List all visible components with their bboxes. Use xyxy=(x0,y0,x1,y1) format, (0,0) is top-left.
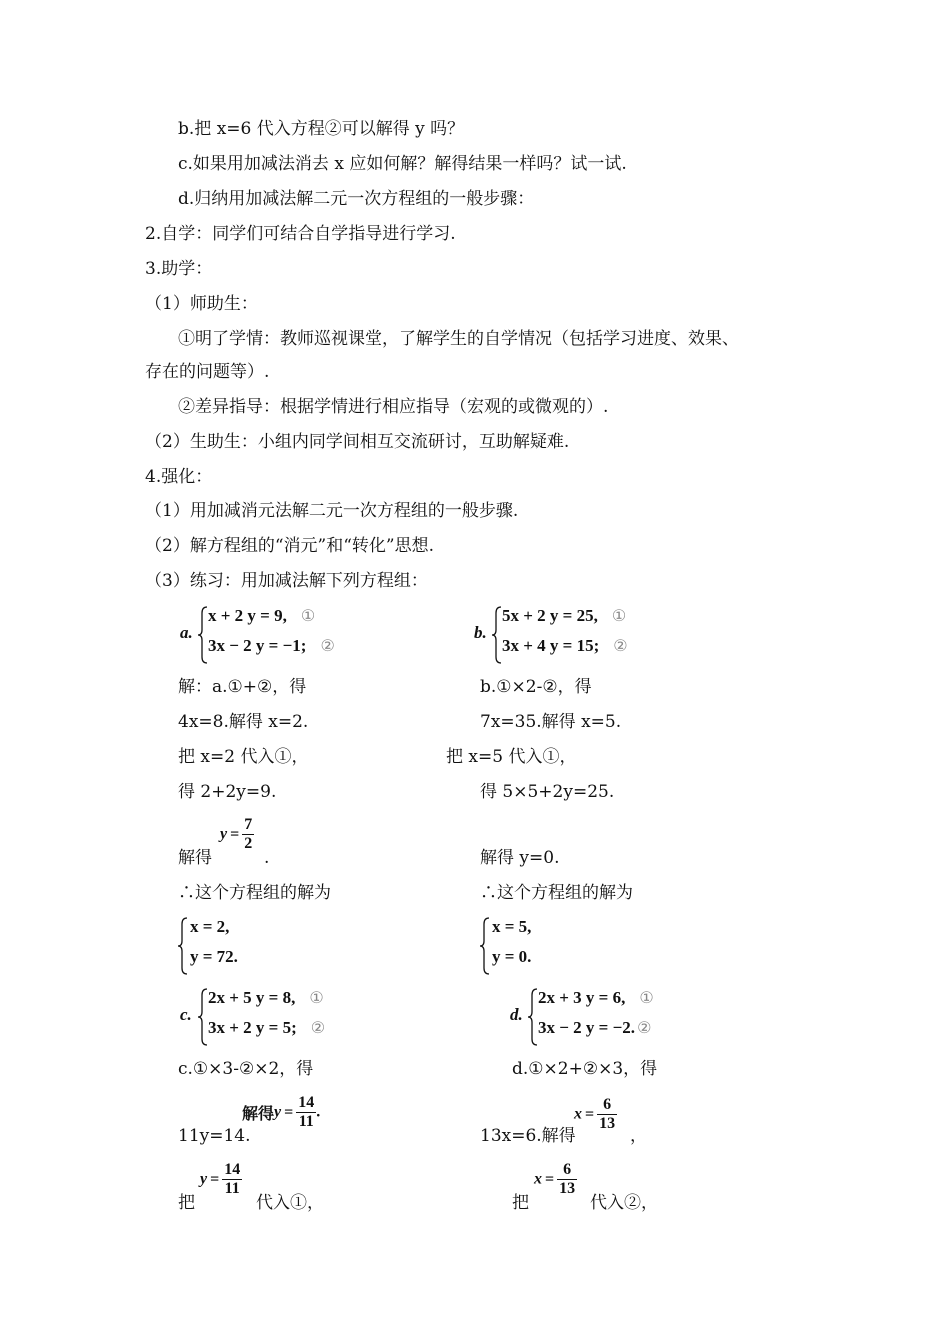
section-3: 3.助学： xyxy=(145,259,213,279)
system-a-label: a. xyxy=(180,623,193,642)
sol-c-line3-pre: 把 xyxy=(178,1193,195,1213)
sol-c-line3-fraction: y = $\frac{14}{11}$ xyxy=(200,1161,241,1197)
section-4-2: （2）解方程组的“消元”和“转化”思想. xyxy=(145,536,434,556)
system-b-eq1: 5x + 2 y = 25, ① xyxy=(502,606,627,625)
system-a-eq2: 3x − 2 y = −1; ② xyxy=(208,636,335,655)
sol-b-answer xyxy=(480,915,600,977)
system-d-eq1: 2x + 3 y = 6, ① xyxy=(538,988,654,1007)
sol-c-fraction-label: 解得 xyxy=(242,1106,275,1123)
sol-b-line6: ∴这个方程组的解为 xyxy=(480,883,633,903)
marker-1: ① xyxy=(300,608,316,625)
system-c xyxy=(180,986,370,1048)
sol-b-answer-y: y = 0. xyxy=(492,947,532,966)
sol-b-answer-x: x = 5, xyxy=(492,917,532,936)
sol-a-line4: 得 2+2y=9. xyxy=(178,782,277,802)
section-2: 2.自学：同学们可结合自学指导进行学习. xyxy=(145,224,456,244)
section-4-3: （3）练习：用加减法解下列方程组： xyxy=(145,571,428,591)
system-a xyxy=(180,604,370,666)
sol-b-line3: 把 x=5 代入①， xyxy=(446,747,577,767)
marker-1: ① xyxy=(309,990,324,1007)
brace-icon xyxy=(480,917,490,975)
section-3-1-a-cont: 存在的问题等）. xyxy=(145,362,270,382)
brace-icon xyxy=(528,988,538,1046)
section-4-1: （1）用加减消元法解二元一次方程组的一般步骤. xyxy=(145,501,519,521)
sol-d-line2-end: ， xyxy=(630,1126,647,1146)
sol-b-line1: b.①×2-②，得 xyxy=(480,677,592,697)
sol-d-fraction: x = $\frac{6}{13}$ xyxy=(574,1096,616,1132)
system-c-label: c. xyxy=(180,1005,192,1024)
system-d xyxy=(510,986,710,1048)
sol-b-line2: 7x=35.解得 x=5. xyxy=(480,712,622,732)
section-4: 4.强化： xyxy=(145,467,213,487)
sol-a-line1: 解：a.①+②，得 xyxy=(178,677,307,697)
marker-2: ② xyxy=(310,1020,326,1037)
sol-d-line3-post: 代入②， xyxy=(590,1193,658,1213)
sol-c-fraction: 解得y = $\frac{14}{11}$ . xyxy=(242,1094,321,1130)
section-3-1: （1）师助生： xyxy=(145,294,258,314)
system-d-eq2: 3x − 2 y = −2. ② xyxy=(538,1018,652,1037)
brace-icon xyxy=(492,606,502,664)
system-a-eq1: x + 2 y = 9, ① xyxy=(208,606,316,625)
brace-icon xyxy=(198,988,208,1046)
sol-a-answer-y: y = 72. xyxy=(190,947,238,966)
sol-b-line5: 解得 y=0. xyxy=(480,848,560,868)
sol-c-line3-post: 代入①， xyxy=(256,1193,324,1213)
sol-d-line3-pre: 把 xyxy=(512,1193,529,1213)
section-3-2: （2）生助生：小组内同学间相互交流研讨，互助解疑难. xyxy=(145,432,570,452)
sol-a-answer xyxy=(178,915,298,977)
marker-2: ② xyxy=(637,1020,652,1037)
sol-c-line1: c.①×3-②×2，得 xyxy=(178,1059,314,1079)
marker-2: ② xyxy=(320,638,335,655)
sol-a-line5-end: . xyxy=(264,848,270,868)
sol-a-line5-label: 解得 xyxy=(178,848,212,868)
marker-1: ① xyxy=(611,608,627,625)
sol-d-line1: d.①×2+②×3，得 xyxy=(512,1059,658,1079)
section-3-1-a: ①明了学情：教师巡视课堂，了解学生的自学情况（包括学习进度、效果、 xyxy=(178,329,739,349)
marker-2: ② xyxy=(613,638,628,655)
line-b: b.把 x=6 代入方程②可以解得 y 吗？ xyxy=(178,119,465,139)
sol-d-line3-fraction: x = $\frac{6}{13}$ xyxy=(534,1161,576,1197)
system-d-label: d. xyxy=(510,1005,523,1024)
sol-a-fraction: y = $\frac{7}{2}$ xyxy=(220,816,253,852)
line-c: c.如果用加减法消去 x 应如何解？解得结果一样吗？试一试. xyxy=(178,154,627,174)
brace-icon xyxy=(178,917,188,975)
sol-d-line2: 13x=6.解得 xyxy=(480,1126,576,1146)
section-3-1-b: ②差异指导：根据学情进行相应指导（宏观的或微观的）. xyxy=(178,397,609,417)
brace-icon xyxy=(198,606,208,664)
line-d: d.归纳用加减法解二元一次方程组的一般步骤： xyxy=(178,189,535,209)
system-c-eq2: 3x + 2 y = 5; ② xyxy=(208,1018,326,1037)
sol-a-line2: 4x=8.解得 x=2. xyxy=(178,712,309,732)
system-b-eq2: 3x + 4 y = 15; ② xyxy=(502,636,628,655)
system-b-label: b. xyxy=(474,623,487,642)
sol-a-line6: ∴这个方程组的解为 xyxy=(178,883,331,903)
sol-a-line3: 把 x=2 代入①， xyxy=(178,747,309,767)
sol-a-answer-x: x = 2, xyxy=(190,917,230,936)
system-b xyxy=(474,604,674,666)
sol-c-line2: 11y=14. xyxy=(178,1126,251,1146)
sol-b-line4: 得 5×5+2y=25. xyxy=(480,782,615,802)
system-c-eq1: 2x + 5 y = 8, ① xyxy=(208,988,324,1007)
marker-1: ① xyxy=(639,990,654,1007)
